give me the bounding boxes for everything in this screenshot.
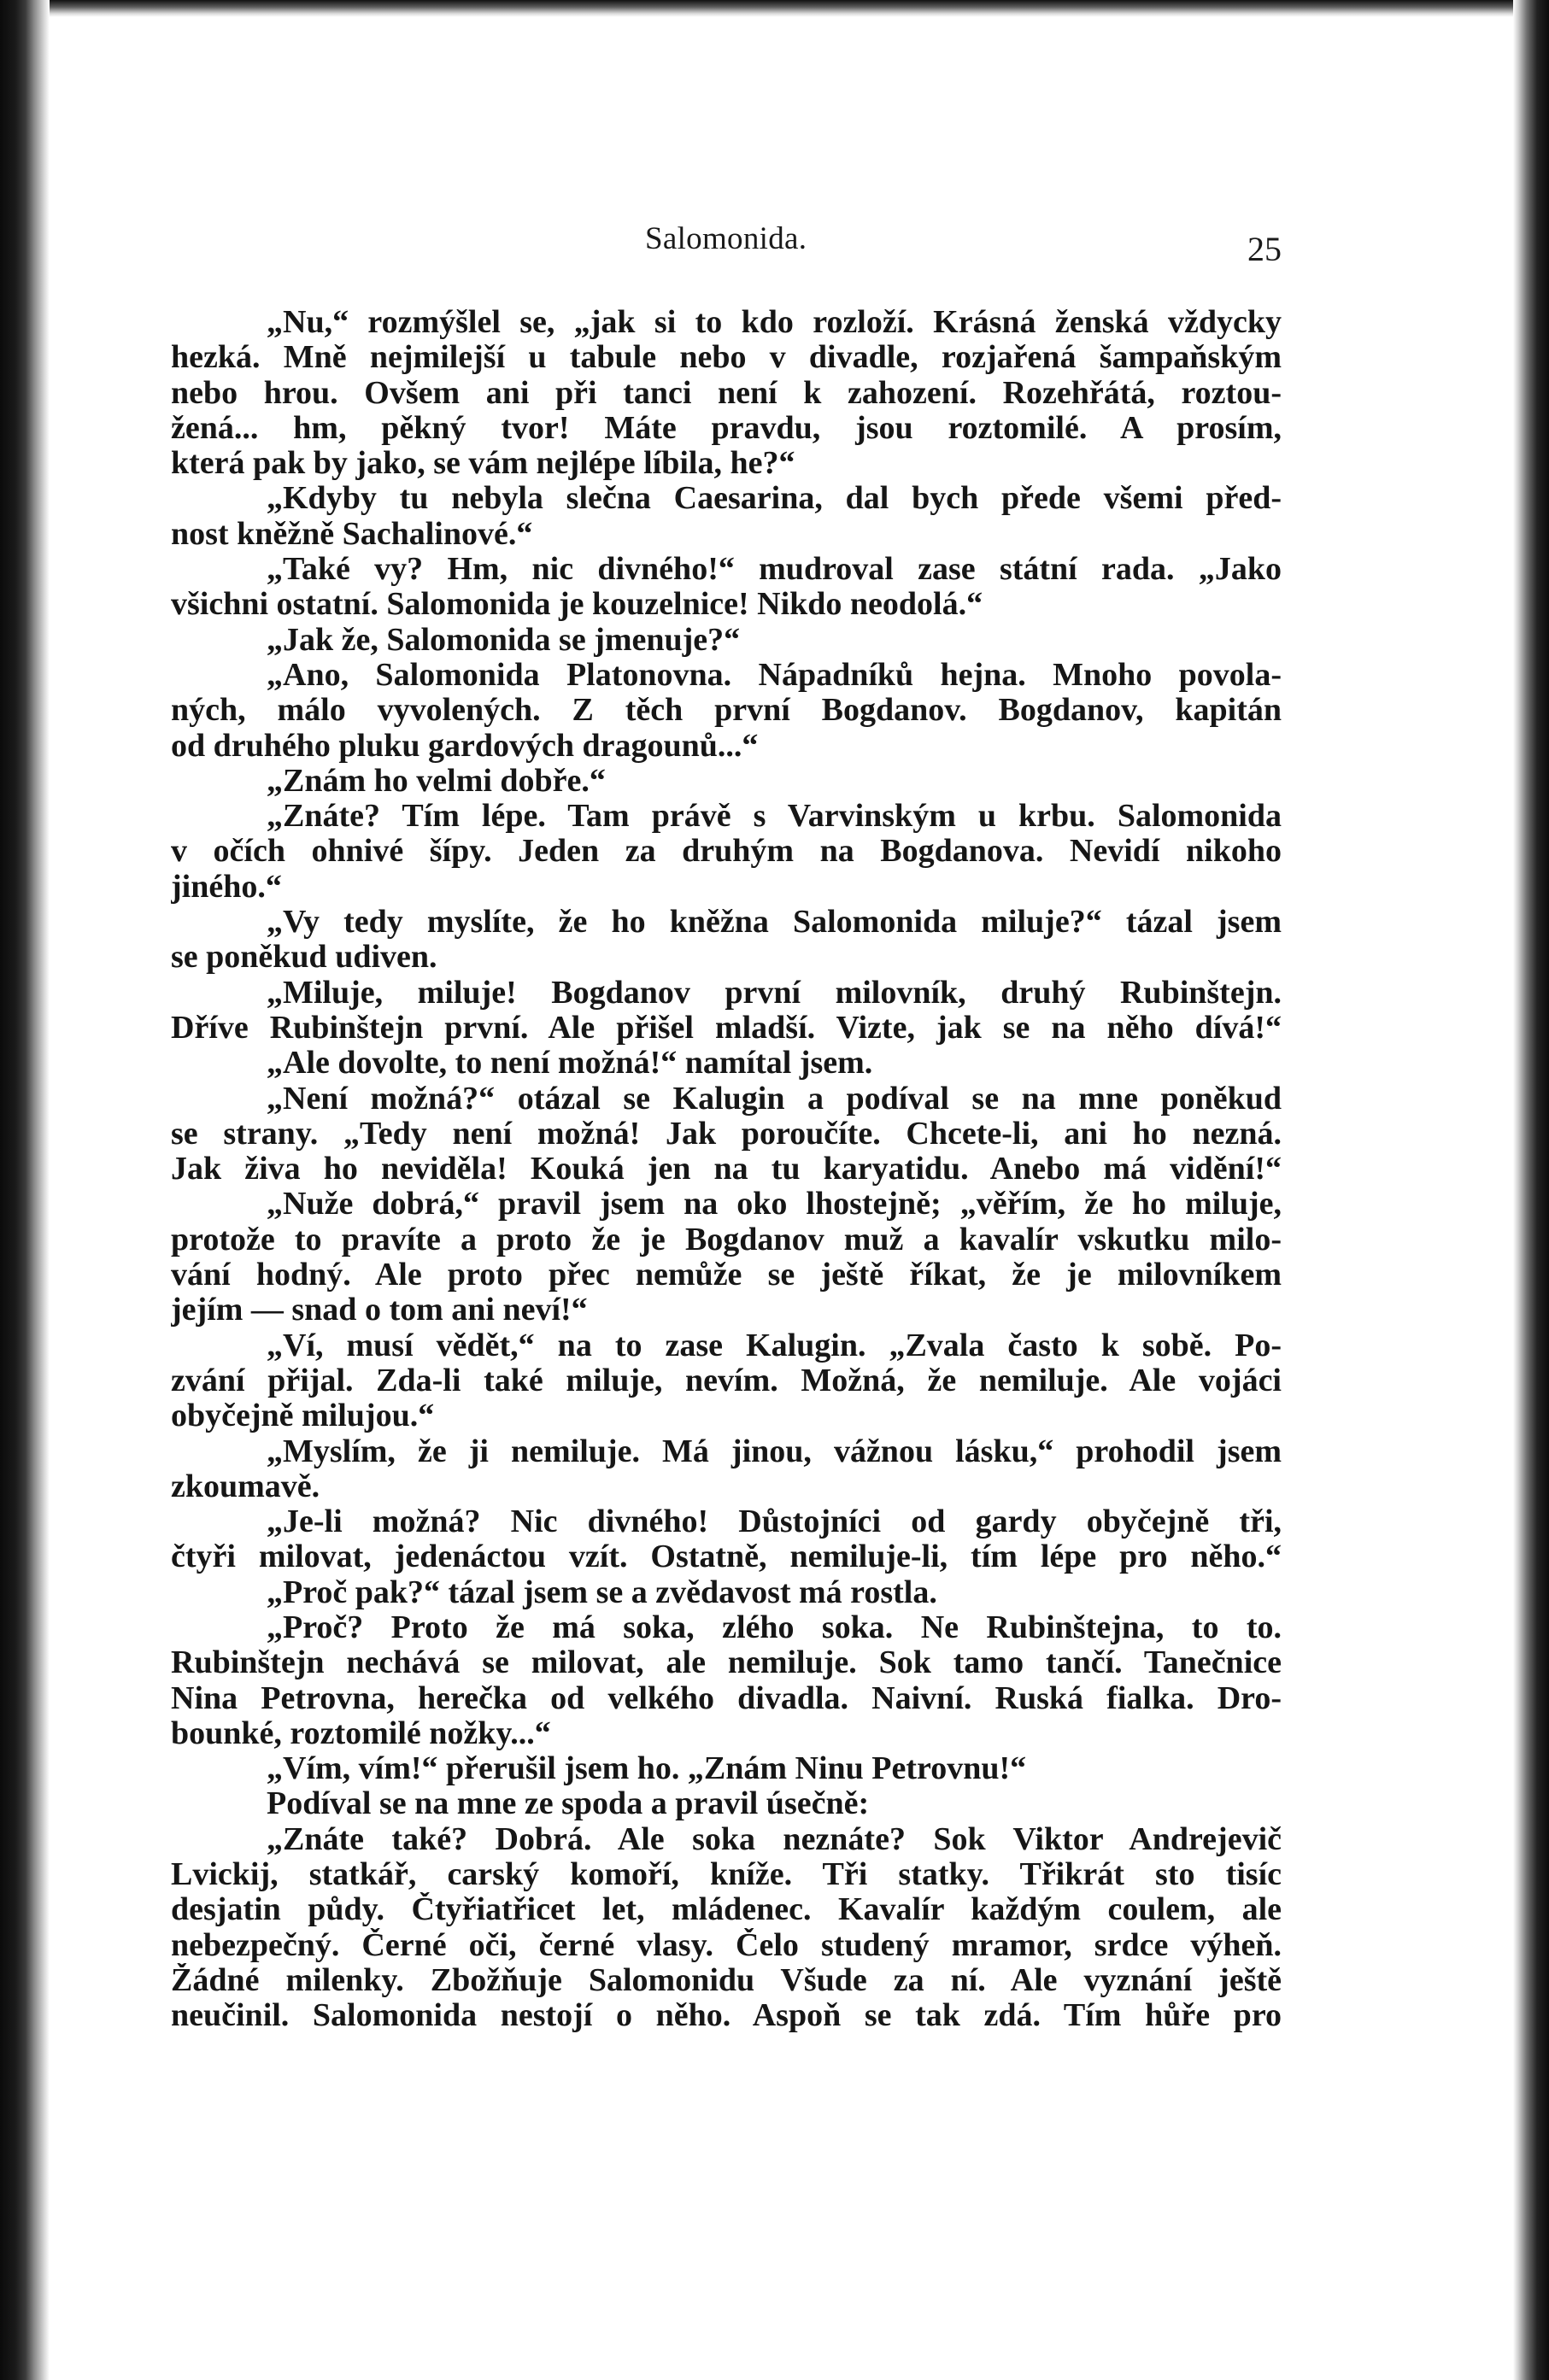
text-line: „Proč? Proto že má soka, zlého soka. Ne Rubinštejna, to to. (267, 1609, 1282, 1645)
text-line: Dříve Rubinštejn první. Ale přišel mladší. Vizte, jak se na něho dívá!“ (171, 1010, 1282, 1046)
text-line: zvání přijal. Zda-li také miluje, nevím. Možná, že nemiluje. Ale vojáci (171, 1363, 1282, 1398)
scan-top-edge (0, 0, 1549, 17)
text-line: „Znám ho velmi dobře.“ (267, 763, 606, 799)
text-line: nost kněžně Sachalinové.“ (171, 516, 533, 552)
text-line: Rubinštejn nechává se milovat, ale nemiluje. Sok tamo tančí. Tanečnice (171, 1645, 1282, 1681)
text-line: „Ano, Salomonida Platonovna. Nápadníků hejna. Mnoho povola- (267, 657, 1282, 693)
page-header (171, 214, 1282, 268)
body-text (171, 305, 1282, 2034)
text-line: „Vy tedy myslíte, že ho kněžna Salomonida miluje?“ tázal jsem (267, 905, 1282, 941)
text-line: „Nuže dobrá,“ pravil jsem na oko lhostejně; „věřím, že ho miluje, (267, 1187, 1282, 1222)
text-line: „Ví, musí vědět,“ na to zase Kalugin. „Zvala často k sobě. Po- (267, 1328, 1282, 1363)
text-line: „Ale dovolte, to není možná!“ namítal jsem. (267, 1046, 873, 1082)
text-line: zkoumavě. (171, 1468, 320, 1504)
text-line: „Miluje, miluje! Bogdanov první milovník, druhý Rubinštejn. (267, 975, 1282, 1011)
text-line: v očích ohnivé šípy. Jeden za druhým na Bogdanova. Nevidí nikoho (171, 834, 1282, 870)
text-line: „Nu,“ rozmýšlel se, „jak si to kdo rozloží. Krásná ženská vždycky (267, 305, 1282, 340)
scan-left-edge (0, 0, 50, 2380)
text-line: jejím — snad o tom ani neví!“ (171, 1293, 588, 1328)
text-line: „Vím, vím!“ přerušil jsem ho. „Znám Ninu Petrovnu!“ (267, 1751, 1027, 1787)
text-line: „Je-li možná? Nic divného! Důstojníci od gardy obyčejně tři, (267, 1504, 1282, 1540)
text-line: Jak živa ho neviděla! Kouká jen na tu karyatidu. Anebo má vidění!“ (171, 1152, 1282, 1187)
text-line: od druhého pluku gardových dragounů...“ (171, 728, 759, 764)
scan-right-edge (1513, 0, 1549, 2380)
text-line: hezká. Mně nejmilejší u tabule nebo v divadle, rozjařená šampaňským (171, 340, 1282, 376)
text-line: nebo hrou. Ovšem ani při tanci není k zahození. Rozehřátá, roztou- (171, 375, 1282, 411)
text-line: obyčejně milujou.“ (171, 1398, 435, 1434)
text-line: „Jak že, Salomonida se jmenuje?“ (267, 622, 741, 658)
text-line: čtyři milovat, jedenáctou vzít. Ostatně, nemiluje-li, tím lépe pro něho.“ (171, 1539, 1282, 1575)
text-line: neučinil. Salomonida nestojí o něho. Aspoň se tak zdá. Tím hůře pro (171, 1998, 1282, 2034)
text-line: Lvickij, statkář, carský komoří, kníže. Tři statky. Třikrát sto tisíc (171, 1857, 1282, 1893)
text-line: „Kdyby tu nebyla slečna Caesarina, dal bych přede všemi před- (267, 481, 1282, 517)
text-line: „Není možná?“ otázal se Kalugin a podíval se na mne poněkud (267, 1081, 1282, 1117)
text-line: desjatin půdy. Čtyřiatřicet let, mládenec. Kavalír každým coulem, ale (171, 1892, 1282, 1928)
text-line: se strany. „Tedy není možná! Jak poroučíte. Chcete-li, ani ho nezná. (171, 1116, 1282, 1152)
text-line: Nina Petrovna, herečka od velkého divadla. Naivní. Ruská fialka. Dro- (171, 1680, 1282, 1716)
text-line: „Znáte? Tím lépe. Tam právě s Varvinským u krbu. Salomonida (267, 799, 1282, 835)
text-line: žená... hm, pěkný tvor! Máte pravdu, jsou roztomilé. A prosím, (171, 410, 1282, 446)
text-line: všichni ostatní. Salomonida je kouzelnice! Nikdo neodolá.“ (171, 587, 983, 623)
text-line: protože to pravíte a proto že je Bogdanov muž a kavalír vskutku milo- (171, 1222, 1282, 1257)
text-line: jiného.“ (171, 869, 282, 905)
text-line: „Znáte také? Dobrá. Ale soka neznáte? Sok Viktor Andrejevič (267, 1821, 1282, 1857)
text-line: Žádné milenky. Zbožňuje Salomonidu Všude za ní. Ale vyznání ještě (171, 1962, 1282, 1998)
text-line: ných, málo vyvolených. Z těch první Bogdanov. Bogdanov, kapitán (171, 693, 1282, 729)
running-title: Salomonida. (645, 221, 807, 256)
text-line: nebezpečný. Černé oči, černé vlasy. Čelo studený mramor, srdce výheň. (171, 1927, 1282, 1963)
text-line: se poněkud udiven. (171, 940, 437, 976)
text-line: Podíval se na mne ze spoda a pravil úsečně: (267, 1786, 870, 1822)
text-line: bounké, roztomilé nožky...“ (171, 1715, 551, 1751)
text-line: „Také vy? Hm, nic divného!“ mudroval zase státní rada. „Jako (267, 552, 1282, 588)
text-line: „Myslím, že ji nemiluje. Má jinou, vážnou lásku,“ prohodil jsem (267, 1433, 1282, 1469)
text-line: která pak by jako, se vám nejlépe líbila, he?“ (171, 446, 795, 482)
text-line: „Proč pak?“ tázal jsem se a zvědavost má rostla. (267, 1574, 937, 1610)
text-line: vání hodný. Ale proto přec nemůže se ještě říkat, že je milovníkem (171, 1257, 1282, 1293)
page-number: 25 (1247, 230, 1282, 268)
